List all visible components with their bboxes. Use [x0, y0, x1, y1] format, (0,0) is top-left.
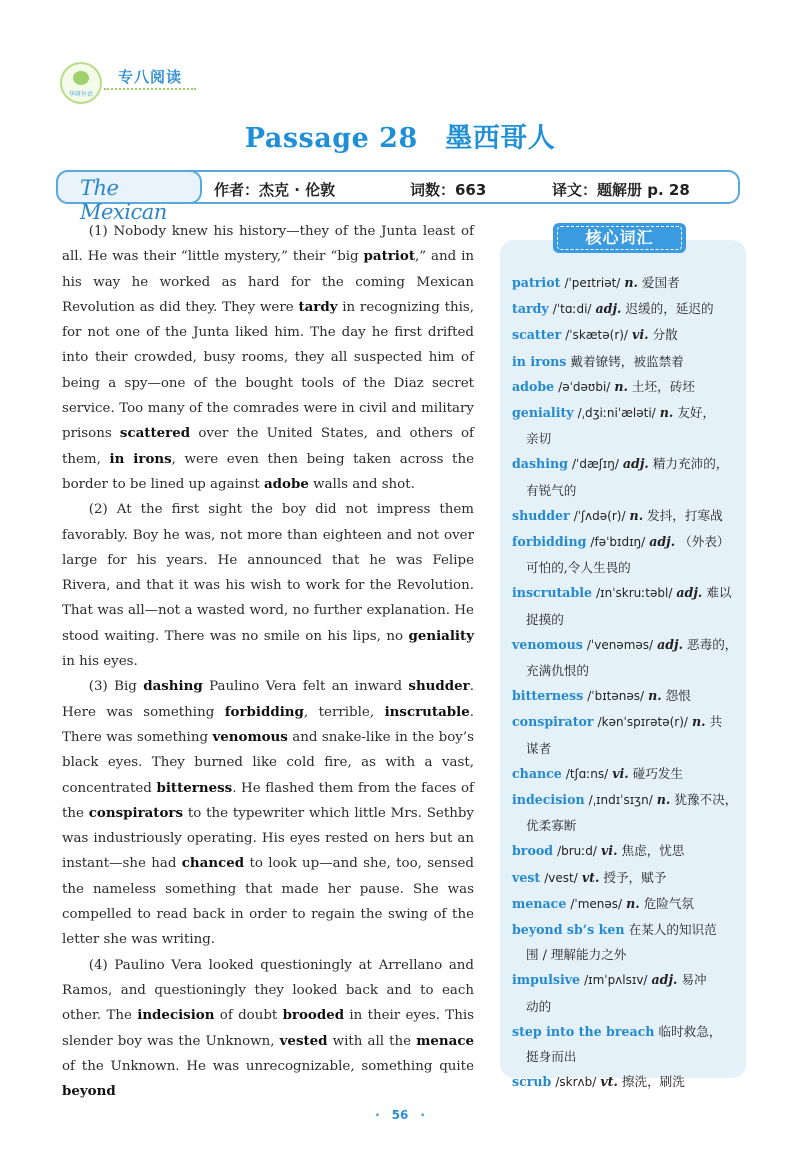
vocab-item: [512, 761, 738, 787]
vocab-list: [512, 270, 738, 1096]
text-run: . Here was something: [62, 679, 474, 720]
vocab-pos: adj.: [651, 972, 678, 988]
vocab-word: geniality: [512, 405, 574, 421]
vocab-definition: 土坯，砖坯: [631, 378, 695, 394]
vocab-pos: n.: [629, 507, 644, 523]
author-label: 作者：杰克 · 伦敦: [214, 181, 336, 199]
text-run: in their eyes. This slender boy was the Unknown,: [62, 1008, 474, 1049]
vocab-word: tardy: [512, 301, 549, 317]
vocab-pos: vt.: [600, 1074, 618, 1090]
vocab-definition: 焦虑，忧思: [621, 843, 685, 859]
vocab-definition: （外表）: [679, 534, 730, 550]
translation-ref: 译文：题解册 p. 28: [552, 181, 690, 199]
text-run: with all the: [327, 1033, 417, 1049]
vocab-title-badge: [553, 223, 686, 253]
vocab-item: [512, 683, 738, 709]
keyword: beyond: [62, 1083, 116, 1100]
text-run: and snake-like in the boy’s black eyes. They burned like cold fire, as with a vast, concentrated: [62, 729, 474, 796]
vocab-word: forbidding: [512, 534, 587, 550]
vocab-definition-cont: 挺身而出: [526, 1049, 577, 1065]
paragraph: [62, 953, 474, 1105]
vocab-ipa: /kənˈspɪrətə(r)/: [597, 715, 688, 730]
vocab-word: chance: [512, 765, 562, 781]
vocab-ipa: /ˈvenəməs/: [586, 637, 654, 652]
passage-text: [62, 219, 474, 1104]
vocab-definition-cont: 围 / 理解能力之外: [526, 947, 627, 963]
vocab-word: indecision: [512, 792, 585, 808]
keyword: bitterness: [156, 779, 233, 796]
paragraph: [62, 674, 474, 952]
text-run: ,” and in his way he worked as hard for the coming Mexican Revolution as did they. They were: [62, 249, 475, 315]
vocab-definition-cont: 谋者: [526, 740, 552, 756]
text-run: (2) At the first sight the boy did not impress them favorably. Boy he was, not more than eighteen and not over large for his years. He announced that he was Felipe Rivera, and that it was his wish to work for the Revolution. That was all—not a wasted word, no further explanation. He stood waiting. There was no smile on his lips, no: [62, 502, 474, 644]
vocab-item: [512, 967, 738, 1018]
vocab-pos: vi.: [612, 765, 629, 781]
vocab-pos: adj.: [676, 585, 703, 601]
keyword: in irons: [109, 450, 172, 467]
vocab-item: [512, 400, 738, 451]
vocab-definition-cont: 充满仇恨的: [526, 663, 589, 679]
keyword: chanced: [181, 855, 245, 872]
text-run: to the typewriter which little Mrs. Sethby was industriously operating. His eyes rested on hers but an instant—she had: [62, 805, 474, 872]
text-run: . He flashed them from the faces of the: [62, 780, 474, 821]
vocab-definition: 危险气氛: [643, 895, 695, 911]
vocab-pos: n.: [659, 405, 674, 421]
vocab-pos: adj.: [622, 456, 649, 472]
text-run: of the Unknown. He was unrecognizable, something quite: [62, 1058, 474, 1074]
vocab-item: [512, 349, 738, 374]
vocab-ipa: /əˈdəʊbi/: [558, 379, 611, 394]
vocab-definition: 共: [709, 714, 723, 730]
vocab-title: 核心词汇: [557, 226, 682, 250]
vocab-ipa: /ˌdʒiːniˈæləti/: [577, 406, 656, 421]
vocab-ipa: /ˈdæʃɪŋ/: [571, 457, 619, 472]
vocab-definition: 在某人的知识范: [628, 922, 717, 938]
vocab-pos: adj.: [595, 301, 622, 317]
text-run: , terrible,: [303, 704, 385, 720]
vocab-ipa: /ˈtɑːdi/: [552, 302, 592, 317]
vocab-definition-cont: 捉摸的: [526, 611, 564, 627]
vocab-pos: n.: [656, 792, 671, 808]
section-label: 专八阅读: [118, 68, 183, 86]
vocab-pos: vi.: [600, 843, 618, 859]
vocab-word: inscrutable: [512, 585, 593, 601]
vocab-item: [512, 322, 738, 348]
vocab-word: bitterness: [512, 688, 584, 704]
vocab-word: adobe: [512, 378, 555, 394]
vocab-word: beyond sb’s ken: [512, 922, 625, 938]
vocab-word: conspirator: [512, 714, 594, 730]
vocab-definition: 授予，赋予: [603, 869, 667, 885]
paragraph: [62, 219, 474, 497]
keyword: scattered: [119, 425, 191, 442]
vocab-word: dashing: [512, 456, 568, 472]
vocab-ipa: /fəˈbɪdɪŋ/: [590, 535, 646, 550]
vocab-definition: 发抖，打寒战: [647, 507, 723, 523]
vocab-item: [512, 296, 738, 322]
vocab-pos: n.: [648, 688, 662, 704]
vocab-ipa: /ˌɪndɪˈsɪʒn/: [588, 793, 653, 808]
vocab-item: [512, 917, 738, 967]
vocab-item: [512, 1069, 738, 1095]
vocab-item: [512, 580, 738, 631]
vocab-word: vest: [512, 869, 541, 885]
vocab-word: impulsive: [512, 972, 581, 988]
text-run: in recognizing this, for not one of the Junta liked him. The day he first drifted into their crowded, busy rooms, they all suspected him of being a spy—one of the bought tools of the Diaz secret service. Too many of the comrades were in civil and military prisons: [62, 299, 474, 442]
vocab-definition: 恶毒的，: [687, 636, 738, 652]
vocab-ipa: /ˈmenəs/: [570, 896, 623, 911]
vocab-word: shudder: [512, 507, 570, 523]
vocab-ipa: /ˈskætə(r)/: [565, 328, 628, 343]
logo-text: 华研外语: [68, 91, 93, 98]
vocab-ipa: /ɪmˈpʌlsɪv/: [584, 973, 648, 988]
passage-title: Passage 28 墨西哥人: [244, 123, 556, 154]
vocab-pos: n.: [614, 378, 628, 394]
vocab-item: [512, 787, 738, 838]
vocab-pos: vt.: [581, 869, 600, 885]
vocab-ipa: /ɪnˈskruːtəbl/: [596, 586, 673, 601]
vocab-word: scrub: [512, 1074, 552, 1090]
vocab-pos: n.: [626, 895, 640, 911]
vocab-definition: 碰巧发生: [632, 765, 684, 781]
keyword: dashing: [143, 678, 203, 695]
vocab-pos: n.: [691, 714, 706, 730]
vocab-item: [512, 503, 738, 529]
vocab-definition: 爱国者: [641, 275, 680, 290]
keyword: forbidding: [224, 703, 304, 720]
keyword: vested: [279, 1032, 328, 1049]
text-run: of doubt: [214, 1008, 283, 1024]
vocab-ipa: /skrʌb/: [555, 1075, 597, 1090]
vocab-ipa: /ˈʃʌdə(r)/: [573, 508, 626, 523]
text-run: . There was something: [62, 704, 474, 745]
vocab-pos: n.: [624, 275, 638, 290]
keyword: brooded: [282, 1007, 345, 1024]
vocab-definition: 易冲: [681, 972, 707, 988]
keyword: inscrutable: [384, 703, 470, 720]
header-divider: [104, 88, 196, 90]
vocab-definition-cont: 动的: [526, 998, 552, 1014]
text-run: (1) Nobody knew his history—they of the Junta least of all. He was their “little mystery,” their “big: [62, 224, 474, 265]
vocab-definition-cont: 优柔寡断: [526, 818, 577, 834]
vocab-definition: 精力充沛的，: [652, 456, 729, 472]
vocab-ipa: /ˈpeɪtriət/: [564, 276, 621, 290]
vocab-definition: 临时救急，: [658, 1023, 722, 1039]
vocab-definition: 分散: [652, 327, 678, 343]
vocab-definition: 怨恨: [665, 688, 691, 704]
keyword: geniality: [408, 627, 474, 644]
text-run: over the United States, and others of them,: [62, 426, 474, 467]
keyword: tardy: [298, 298, 338, 315]
keyword: shudder: [408, 678, 470, 695]
vocab-definition-cont: 亲切: [526, 431, 552, 447]
vocab-item: [512, 270, 738, 296]
vocab-pos: adj.: [649, 534, 676, 550]
publisher-logo: [60, 62, 102, 104]
vocab-word: step into the breach: [512, 1023, 655, 1039]
frog-icon: [73, 71, 89, 85]
text-run: (4) Paulino Vera looked questioningly at Arrellano and Ramos, and questioningly they looked back and to each other. The: [62, 957, 474, 1024]
vocab-pos: adj.: [657, 636, 683, 652]
vocab-definition-cont: 可怕的,令人生畏的: [526, 560, 631, 576]
vocab-ipa: /tʃɑːns/: [565, 766, 609, 781]
vocab-definition: 擦洗，刷洗: [621, 1074, 685, 1090]
vocab-item: [512, 374, 738, 400]
word-count: 词数：663: [410, 181, 487, 199]
vocab-item: [512, 451, 738, 502]
vocab-word: venomous: [512, 636, 583, 652]
vocab-item: [512, 891, 738, 917]
english-title: The Mexican: [80, 176, 167, 224]
text-run: Paulino Vera felt an inward: [202, 679, 409, 695]
info-bar: [56, 170, 740, 224]
keyword: indecision: [137, 1007, 215, 1024]
page-number: · 56 ·: [375, 1108, 425, 1122]
vocab-definition: 友好，: [677, 405, 716, 421]
keyword: menace: [416, 1032, 474, 1049]
vocab-word: patriot: [512, 275, 561, 290]
vocab-word: in irons: [512, 353, 567, 369]
text-run: , were even then being taken across the border to be lined up against: [62, 451, 474, 492]
vocab-pos: vi.: [632, 327, 649, 343]
text-run: to look up—and she, too, sensed the nameless something that made her pause. She was compelled to read back in order to regain the swing of the letter she was writing.: [62, 856, 474, 948]
vocab-item: [512, 838, 738, 864]
vocab-ipa: /bruːd/: [557, 844, 597, 859]
vocab-item: [512, 529, 738, 580]
text-run: walls and shot.: [308, 476, 415, 492]
text-run: in his eyes.: [62, 654, 138, 670]
vocab-definition: 难以: [706, 585, 732, 601]
paragraph: [62, 497, 474, 674]
keyword: adobe: [264, 475, 309, 492]
vocab-word: scatter: [512, 327, 562, 343]
keyword: venomous: [212, 728, 288, 745]
vocab-word: menace: [512, 895, 567, 911]
vocab-item: [512, 865, 738, 891]
vocab-definition: 戴着镣铐，被监禁着: [570, 353, 684, 369]
vocab-item: [512, 1019, 738, 1069]
text-run: (3) Big: [88, 679, 144, 695]
vocab-definition: 迟缓的，延迟的: [625, 301, 714, 317]
vocab-word: brood: [512, 843, 554, 859]
vocab-definition-cont: 有锐气的: [526, 482, 577, 498]
vocab-definition: 犹豫不决，: [674, 792, 738, 808]
vocab-item: [512, 709, 738, 760]
keyword: patriot: [363, 248, 416, 265]
vocab-ipa: /ˈbɪtənəs/: [587, 689, 645, 704]
vocab-ipa: /vest/: [544, 870, 578, 885]
vocab-item: [512, 632, 738, 683]
info-bar-tab: [56, 170, 202, 224]
keyword: conspirators: [88, 804, 184, 821]
